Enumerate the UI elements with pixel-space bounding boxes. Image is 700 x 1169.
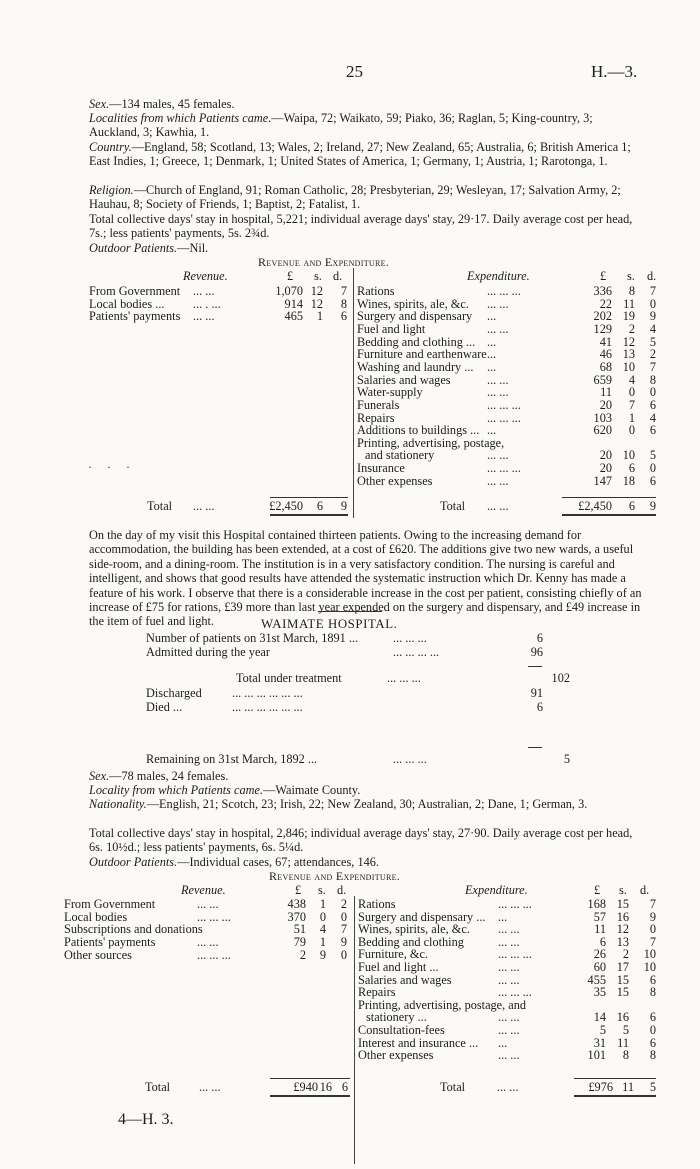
- row-label: Fuel and light ...: [358, 960, 439, 974]
- row-label: Bedding and clothing: [358, 934, 464, 949]
- row-shillings: 2: [628, 321, 635, 336]
- row-pence: 9: [649, 909, 656, 924]
- row-pence: 6: [649, 972, 656, 987]
- stat-label: Total under treatment: [236, 671, 342, 685]
- row-shillings: 10: [622, 448, 635, 463]
- waimate-locality-line: Locality from which Patients came.—Waimate County.: [89, 783, 361, 797]
- stat-value: 96: [530, 645, 543, 659]
- row-pounds: 11: [594, 922, 606, 937]
- row-shillings: 9: [319, 947, 326, 962]
- row-shillings: 19: [622, 309, 635, 324]
- row-pence: 6: [649, 473, 656, 488]
- row-pounds: 20: [599, 448, 612, 463]
- table1-revenue-total-label: Total: [147, 499, 173, 513]
- row-pence: 6: [649, 423, 656, 438]
- row-label: Insurance: [357, 461, 405, 476]
- row-shillings: 0: [628, 385, 635, 400]
- row-label: Bedding and clothing ...: [357, 334, 476, 349]
- row-label: Local bodies ...: [89, 296, 165, 311]
- religion-paragraph: [89, 183, 643, 212]
- row-shillings: 4: [319, 922, 326, 937]
- expenditure-total-s: 11: [622, 1080, 634, 1094]
- table1-expenditure-total-dots: ... ...: [487, 499, 509, 513]
- table1-exp-pound-col: £: [600, 269, 607, 283]
- row-label: Wines, spirits, ale, &c.: [358, 922, 470, 937]
- row-dots: ... ...: [498, 972, 520, 987]
- table2-pound-col: £: [295, 883, 302, 897]
- row-dots: ... ...: [193, 284, 215, 298]
- row-shillings: 11: [617, 1035, 629, 1050]
- row-pounds: 5: [599, 1023, 606, 1037]
- row-pounds: 20: [599, 461, 612, 476]
- row-dots: ... ... ...: [197, 947, 231, 962]
- stat-label: Admitted during the year: [146, 645, 270, 659]
- row-shillings: 11: [623, 296, 635, 311]
- row-label: Funerals: [357, 397, 400, 412]
- row-label: Water-supply: [357, 385, 423, 400]
- row-dots: ... ...: [498, 1023, 520, 1037]
- waimate-nationality-paragraph: Nationality.—English, 21; Scotch, 23; Irish, 22; New Zealand, 30; Australian, 2; Dane, 1; German, 3.: [89, 797, 588, 811]
- row-label: Other sources: [64, 947, 132, 962]
- row-pence: 4: [649, 410, 656, 425]
- row-shillings: 0: [628, 423, 635, 438]
- table1-expenditure-heading: Expenditure.: [467, 269, 530, 283]
- stat-dots: ... ... ...: [393, 752, 427, 766]
- footer-signature: 4—H. 3.: [118, 1111, 174, 1128]
- row-pence: 0: [649, 296, 656, 311]
- row-pence: 9: [340, 935, 347, 950]
- outdoor-text: —Nil.: [177, 241, 209, 255]
- row-dots: ...: [487, 347, 497, 362]
- row-dots: ... ...: [498, 922, 520, 937]
- row-pounds: 2: [299, 947, 306, 962]
- document-reference: H.—3.: [591, 62, 638, 81]
- table2-expenditure-total-dots: ... ...: [497, 1080, 519, 1094]
- table1-pence-col: d.: [333, 269, 343, 283]
- row-pence: 7: [340, 284, 347, 298]
- row-pounds: 202: [593, 309, 612, 324]
- expenditure-total-d: 5: [649, 1080, 656, 1094]
- outdoor-line: [89, 241, 643, 255]
- table2-expenditure-heading: Expenditure.: [465, 883, 528, 897]
- waimate-stay-paragraph: Total collective days' stay in hospital, 2,846; individual average days' stay, 27·90. Daily average cost per head, 6s. 10½d.; less patients' payments, 6s. 5¼d.: [89, 826, 633, 855]
- row-pounds: 370: [287, 909, 306, 924]
- row-pence: 4: [649, 321, 656, 336]
- row-label: Washing and laundry ...: [357, 359, 474, 374]
- row-label: Subscriptions and donations: [64, 922, 203, 937]
- row-pounds: 101: [587, 1048, 606, 1063]
- waimate-title: WAIMATE HOSPITAL.: [261, 617, 398, 631]
- religion-text: —Church of England, 91; Roman Catholic, 28; Presbyterian, 29; Wesleyan, 17; Salvation Army, 2; Hauhau, 8; Society of Friends, 1; Baptist, 2; Fatalist, 1.: [89, 183, 621, 212]
- row-dots: ...: [487, 423, 497, 438]
- row-pounds: 103: [593, 410, 612, 425]
- row-label: Repairs: [357, 410, 395, 425]
- row-pence: 10: [643, 960, 656, 974]
- row-pounds: 168: [587, 897, 606, 911]
- stats-rule-1: [528, 666, 542, 667]
- row-label: From Government: [64, 897, 156, 911]
- table1-divider: [353, 268, 354, 518]
- row-pounds: 79: [293, 935, 306, 950]
- revenue-total-d: 6: [341, 1080, 348, 1094]
- table1-exp-pence-col: d.: [647, 269, 657, 283]
- stat-total: 102: [551, 671, 570, 685]
- table2-pence-col: d.: [337, 883, 347, 897]
- row-pence: 6: [649, 1035, 656, 1050]
- waimate-outdoor-line: Outdoor Patients.—Individual cases, 67; attendances, 146.: [89, 855, 379, 869]
- row-pounds: 57: [593, 909, 606, 924]
- table1-revenue-total-dots: ... ...: [193, 499, 215, 513]
- row-pence: 7: [340, 922, 347, 937]
- row-shillings: 13: [622, 347, 635, 362]
- table2-exp-pound-col: £: [594, 883, 601, 897]
- row-pounds: 147: [593, 473, 612, 488]
- row-dots: ... ...: [193, 309, 215, 324]
- row-shillings: 7: [628, 397, 635, 412]
- row-dots: ...: [498, 1035, 508, 1050]
- table2-exp-pence-col: d.: [640, 883, 650, 897]
- row-label: and stationery: [365, 448, 435, 463]
- row-label: Furniture and earthenware: [357, 347, 487, 362]
- stat-label: Remaining on 31st March, 1892 ...: [146, 752, 318, 766]
- stat-dots: ... ... ... ...: [393, 645, 440, 659]
- row-dots: ...: [498, 909, 508, 924]
- row-pounds: 68: [599, 359, 612, 374]
- table2-expenditure-total-rule: [574, 1078, 656, 1079]
- row-pence: 0: [649, 922, 656, 937]
- localities-label: Localities from which Patients came.: [89, 111, 272, 125]
- row-shillings: 6: [628, 461, 635, 476]
- waimate-sex-line: Sex.—78 males, 24 females.: [89, 769, 229, 783]
- stat-value: 91: [530, 686, 543, 700]
- row-pence: 6: [649, 1010, 656, 1025]
- stats-rule-2: [528, 747, 542, 748]
- row-label: Rations: [358, 897, 396, 911]
- row-pounds: 336: [593, 284, 612, 298]
- religion-label: Religion.: [89, 183, 134, 197]
- row-shillings: 12: [310, 284, 323, 298]
- row-shillings: 12: [310, 296, 323, 311]
- row-label: Interest and insurance ...: [358, 1035, 479, 1050]
- table1-vertical-dots: · · ·: [88, 460, 136, 474]
- row-pounds: 455: [587, 972, 606, 987]
- row-pounds: 11: [600, 385, 612, 400]
- row-label: Salaries and wages: [357, 372, 451, 387]
- row-shillings: 0: [319, 909, 326, 924]
- revenue-total-pounds: £940: [293, 1080, 318, 1094]
- table2-double-rule: [270, 1095, 350, 1097]
- row-shillings: 2: [622, 947, 629, 962]
- row-label: Local bodies: [64, 909, 128, 924]
- row-dots: ... ... ...: [487, 461, 521, 476]
- row-dots: ... ... ...: [487, 397, 521, 412]
- row-dots: ... ...: [498, 1048, 520, 1063]
- table1-pound-col: £: [287, 269, 294, 283]
- country-text: —England, 58; Scotland, 13; Wales, 2; Ireland, 27; New Zealand, 65; Australia, 6; British America 1; East Indies, 1; Greece, 1; Denmark, 1; United States of America, 1; Germany, 1; Austria, 1; Rarotonga, 1.: [89, 140, 631, 169]
- row-pence: 0: [649, 385, 656, 400]
- row-label: Salaries and wages: [358, 972, 452, 987]
- row-dots: ... ...: [197, 935, 219, 950]
- row-label: Repairs: [358, 985, 396, 1000]
- stat-total: 5: [563, 752, 570, 766]
- row-shillings: 16: [616, 909, 629, 924]
- row-pence: 8: [649, 372, 656, 387]
- row-dots: ... ... ...: [487, 410, 521, 425]
- row-label: Wines, spirits, ale, &c.: [357, 296, 469, 311]
- row-label: Other expenses: [357, 473, 433, 488]
- row-shillings: 15: [616, 897, 629, 911]
- row-pence: 10: [643, 947, 656, 962]
- table1-revenue-heading: Revenue.: [183, 269, 228, 283]
- stat-label: Died ...: [146, 700, 183, 714]
- row-label: Rations: [357, 284, 395, 298]
- table1-expenditure-total-rule: [562, 497, 656, 498]
- stat-dots: ... ... ...: [393, 631, 427, 645]
- stat-value: 6: [536, 700, 543, 714]
- table2-revenue-heading: Revenue.: [181, 883, 226, 897]
- row-dots: ... ...: [487, 448, 509, 463]
- table2-double-rule-right: [574, 1095, 656, 1097]
- row-pence: 9: [649, 309, 656, 324]
- row-pence: 5: [649, 448, 656, 463]
- localities-paragraph: [89, 111, 643, 140]
- country-label: Country.: [89, 140, 132, 154]
- row-pence: 8: [649, 985, 656, 1000]
- row-dots: ... ...: [498, 960, 520, 974]
- row-pence: 7: [649, 897, 656, 911]
- row-dots: ... ... ...: [197, 909, 231, 924]
- row-pounds: 438: [287, 897, 306, 911]
- row-pounds: 465: [284, 309, 303, 324]
- row-dots: ... ...: [498, 934, 520, 949]
- row-pence: 6: [340, 309, 347, 324]
- row-shillings: 12: [616, 922, 629, 937]
- row-pence: 0: [340, 947, 347, 962]
- revenue-total-d: 9: [340, 499, 347, 513]
- stay-paragraph: Total collective days' stay in hospital, 5,221; individual average days' stay, 29·17. Daily average cost per head, 7s.; less patients' payments, 5s. 2¾d.: [89, 212, 633, 241]
- row-shillings: 10: [622, 359, 635, 374]
- row-pence: 0: [649, 461, 656, 476]
- expenditure-total-s: 6: [628, 499, 635, 513]
- row-label: Patients' payments: [89, 309, 181, 324]
- row-pence: 0: [340, 909, 347, 924]
- expenditure-total-pounds: £2,450: [578, 499, 612, 513]
- row-shillings: 17: [616, 960, 629, 974]
- table2-revenue-total-rule: [270, 1078, 350, 1079]
- table1-expenditure-total-label: Total: [440, 499, 466, 513]
- row-shillings: 8: [628, 284, 635, 298]
- row-pounds: 6: [599, 934, 606, 949]
- row-shillings: 16: [616, 1010, 629, 1025]
- row-dots: ... ...: [487, 385, 509, 400]
- row-shillings: 1: [316, 309, 323, 324]
- row-dots: ...: [487, 359, 497, 374]
- sex-line: [89, 97, 643, 111]
- revenue-total-s: 6: [316, 499, 323, 513]
- table1-exp-shilling-col: s.: [627, 269, 635, 283]
- row-label: Other expenses: [358, 1048, 434, 1063]
- row-pence: 7: [649, 934, 656, 949]
- row-shillings: 1: [319, 897, 326, 911]
- row-pounds: 46: [599, 347, 612, 362]
- table1-title: Revenue and Expenditure.: [258, 255, 390, 269]
- page-number: 25: [346, 62, 363, 81]
- row-label: Patients' payments: [64, 935, 156, 950]
- row-label: Fuel and light: [357, 321, 426, 336]
- stat-dots: ... ... ... ... ... ...: [232, 686, 303, 700]
- row-pence: 0: [649, 1023, 656, 1037]
- row-dots: ... ... ...: [498, 897, 532, 911]
- row-pounds: 129: [593, 321, 612, 336]
- table1-shilling-col: s.: [314, 269, 322, 283]
- expenditure-total-pounds: £976: [588, 1080, 613, 1094]
- sex-text: —134 males, 45 females.: [109, 97, 235, 111]
- table2-revenue-total-dots: ... ...: [199, 1080, 221, 1094]
- row-dots: ... ... ...: [498, 947, 532, 962]
- row-shillings: 8: [622, 1048, 629, 1063]
- row-pounds: 31: [593, 1035, 606, 1050]
- row-shillings: 18: [622, 473, 635, 488]
- row-shillings: 15: [616, 985, 629, 1000]
- row-pounds: 914: [284, 296, 303, 311]
- expenditure-total-d: 9: [649, 499, 656, 513]
- table1-double-rule-right: [562, 514, 656, 516]
- revenue-total-pounds: £2,450: [269, 499, 303, 513]
- stat-dots: ... ... ...: [387, 671, 421, 685]
- row-shillings: 12: [622, 334, 635, 349]
- stat-label: Discharged: [146, 686, 202, 700]
- localities-text: —Waipa, 72; Waikato, 59; Piako, 36; Raglan, 5; King-country, 3; Auckland, 3; Kawhia, 1.: [89, 111, 593, 140]
- row-shillings: 1: [628, 410, 635, 425]
- row-label: Furniture, &c.: [358, 947, 429, 962]
- row-shillings: 4: [628, 372, 635, 387]
- section-separator: [318, 611, 382, 612]
- table1-revenue-total-rule: [270, 497, 348, 498]
- stat-value: 6: [536, 631, 543, 645]
- stat-label: Number of patients on 31st March, 1891 ...: [146, 631, 359, 645]
- report-paragraph: On the day of my visit this Hospital contained thirteen patients. Owing to the increasing demand for accommodation, the building has been extended, at a cost of £620. The additions give two new wards, a useful side-room, and a dining-room. The institution is in a very satisfactory condition. The nursing is careful and intelligent, and shows that good results have attended the systematic instruction which Dr. Kenny has made a feature of his work. I observe that there is a considerable increase in the cost per patient, consisting chiefly of an increase of £75 for rations, £39 more than last year expended on the surgery and dispensary, and £49 increase in the item of fuel and light.: [89, 528, 642, 629]
- table2-expenditure-total-label: Total: [440, 1080, 466, 1094]
- row-pence: 6: [649, 397, 656, 412]
- row-label: Surgery and dispensary: [357, 309, 473, 324]
- table2-title: Revenue and Expenditure.: [269, 869, 401, 883]
- table2-exp-shilling-col: s.: [619, 883, 627, 897]
- row-pounds: 1,070: [275, 284, 303, 298]
- row-dots: ... ...: [487, 473, 509, 488]
- row-label: Surgery and dispensary ...: [358, 909, 486, 924]
- row-dots: ... ...: [197, 897, 219, 911]
- table1-double-rule: [270, 514, 348, 516]
- row-label: Consultation-fees: [358, 1023, 445, 1037]
- row-pounds: 51: [293, 922, 306, 937]
- row-pence: 8: [649, 1048, 656, 1063]
- table2-shilling-col: s.: [318, 883, 326, 897]
- row-label: From Government: [89, 284, 181, 298]
- row-pence: 2: [340, 897, 347, 911]
- row-dots: ... ...: [487, 321, 509, 336]
- row-pounds: 14: [593, 1010, 606, 1025]
- row-label: Printing, advertising, postage, and: [358, 997, 527, 1012]
- revenue-total-s: 16: [319, 1080, 332, 1094]
- row-pence: 8: [340, 296, 347, 311]
- row-pounds: 26: [593, 947, 606, 962]
- outdoor-label: Outdoor Patients.: [89, 241, 178, 255]
- row-shillings: 5: [622, 1023, 629, 1037]
- row-pounds: 22: [599, 296, 612, 311]
- row-shillings: 1: [319, 935, 326, 950]
- row-label: Additions to buildings ...: [357, 423, 480, 438]
- table2-revenue-total-label: Total: [145, 1080, 171, 1094]
- row-pence: 7: [649, 359, 656, 374]
- row-pence: 5: [649, 334, 656, 349]
- row-dots: ... ...: [498, 1010, 520, 1025]
- row-dots: ... ... ...: [498, 985, 532, 1000]
- row-dots: ... ...: [487, 372, 509, 387]
- row-pounds: 620: [593, 423, 612, 438]
- row-dots: ...: [487, 309, 497, 324]
- row-pounds: 60: [593, 960, 606, 974]
- stat-dots: ... ... ... ... ... ...: [232, 700, 303, 714]
- row-pounds: 35: [593, 985, 606, 1000]
- table2-divider: [354, 896, 355, 1164]
- row-pounds: 20: [599, 397, 612, 412]
- row-pence: 2: [649, 347, 656, 362]
- row-pounds: 41: [599, 334, 612, 349]
- row-shillings: 15: [616, 972, 629, 987]
- row-dots: ... ... ...: [487, 284, 521, 298]
- country-paragraph: [89, 140, 643, 169]
- row-dots: ... . ...: [193, 296, 221, 311]
- row-dots: ... ...: [487, 296, 509, 311]
- row-pounds: 659: [593, 372, 612, 387]
- row-label: stationery ...: [366, 1010, 427, 1025]
- row-label: Printing, advertising, postage,: [357, 435, 505, 450]
- sex-label: Sex.: [89, 97, 110, 111]
- row-shillings: 13: [616, 934, 629, 949]
- row-pence: 7: [649, 284, 656, 298]
- row-dots: ...: [487, 334, 497, 349]
